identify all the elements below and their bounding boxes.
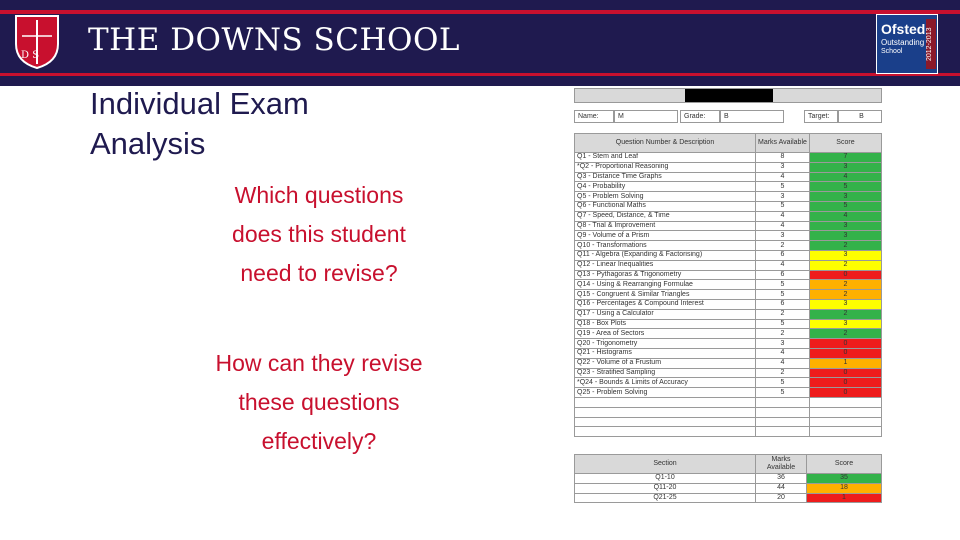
ofsted-line2: Outstanding [881, 38, 925, 47]
score-cell: 3 [809, 192, 881, 202]
marks-available: 4 [756, 260, 810, 270]
prompt2-line-3: effectively? [261, 428, 377, 454]
table-row [575, 211, 882, 221]
table-row [575, 299, 882, 309]
question-table [574, 133, 882, 437]
header-bottom-stripe [0, 73, 960, 76]
table-row [575, 378, 882, 388]
summary-score-header: Score [807, 455, 882, 474]
ofsted-line1: Ofsted [881, 21, 926, 37]
question-description: Q19 - Area of Sectors [575, 329, 756, 339]
exam-analysis-spreadsheet [574, 88, 882, 508]
prompt1-line-3: need to revise? [240, 260, 398, 286]
empty-cell [575, 397, 756, 407]
empty-cell [575, 417, 756, 427]
question-description: Q25 - Problem Solving [575, 388, 756, 398]
question-description: Q10 - Transformations [575, 241, 756, 251]
marks-available: 5 [756, 388, 810, 398]
score-cell: 2 [809, 241, 881, 251]
empty-cell [756, 397, 810, 407]
score-cell: 7 [809, 153, 881, 163]
title-line-1: Individual Exam [90, 86, 309, 121]
table-row [575, 162, 882, 172]
marks-available: 2 [756, 309, 810, 319]
question-description: Q20 - Trigonometry [575, 339, 756, 349]
marks-available: 5 [756, 319, 810, 329]
ofsted-line3: School [881, 48, 903, 55]
score-cell: 0 [809, 270, 881, 280]
marks-available: 5 [756, 280, 810, 290]
question-description: Q21 - Histograms [575, 348, 756, 358]
empty-cell [575, 407, 756, 417]
name-value: M [614, 110, 678, 123]
question-description: Q8 - Trial & Improvement [575, 221, 756, 231]
marks-available: 3 [756, 192, 810, 202]
score-cell: 2 [809, 290, 881, 300]
col-score-header: Score [809, 134, 881, 153]
empty-cell [809, 417, 881, 427]
score-cell: 0 [809, 378, 881, 388]
col-question-header: Question Number & Description [575, 134, 756, 153]
marks-available: 4 [756, 221, 810, 231]
summary-row [575, 483, 882, 493]
summary-header [575, 455, 882, 474]
summary-marks: 44 [756, 483, 807, 493]
marks-available: 4 [756, 172, 810, 182]
score-cell: 3 [809, 162, 881, 172]
score-cell: 0 [809, 388, 881, 398]
question-description: Q16 - Percentages & Compound Interest [575, 299, 756, 309]
empty-cell [809, 427, 881, 437]
summary-row [575, 493, 882, 503]
prompt-revise-how [178, 344, 460, 461]
summary-marks: 20 [756, 493, 807, 503]
slide-title [90, 84, 390, 164]
name-label: Name: [574, 110, 614, 123]
prompt2-line-2: these questions [238, 389, 400, 415]
marks-available: 5 [756, 290, 810, 300]
table-row [575, 260, 882, 270]
question-table-header [575, 134, 882, 153]
question-description: Q7 - Speed, Distance, & Time [575, 211, 756, 221]
table-row [575, 270, 882, 280]
table-row [575, 153, 882, 163]
question-description: *Q24 - Bounds & Limits of Accuracy [575, 378, 756, 388]
score-cell: 5 [809, 201, 881, 211]
table-row [575, 250, 882, 260]
table-row [575, 329, 882, 339]
marks-available: 5 [756, 201, 810, 211]
question-description: Q15 - Congruent & Similar Triangles [575, 290, 756, 300]
summary-section: Q21-25 [575, 493, 756, 503]
empty-cell [575, 427, 756, 437]
summary-score: 18 [807, 483, 882, 493]
table-row [575, 280, 882, 290]
redacted-block [685, 89, 773, 102]
table-row [575, 182, 882, 192]
summary-section-header: Section [575, 455, 756, 474]
table-row [575, 221, 882, 231]
score-cell: 3 [809, 231, 881, 241]
ofsted-logo [876, 14, 938, 74]
table-row [575, 192, 882, 202]
empty-row [575, 417, 882, 427]
question-description: Q4 - Probability [575, 182, 756, 192]
question-description: Q22 - Volume of a Frustum [575, 358, 756, 368]
question-description: Q1 - Stem and Leaf [575, 153, 756, 163]
table-row [575, 358, 882, 368]
table-row [575, 201, 882, 211]
score-cell: 2 [809, 260, 881, 270]
grade-label: Grade: [680, 110, 720, 123]
ofsted-years: 2012-2013 [926, 19, 936, 69]
target-value: B [838, 110, 882, 123]
table-row [575, 309, 882, 319]
table-row [575, 241, 882, 251]
score-cell: 3 [809, 221, 881, 231]
summary-row [575, 474, 882, 484]
score-cell: 1 [809, 358, 881, 368]
score-cell: 2 [809, 309, 881, 319]
table-row [575, 388, 882, 398]
header-top-stripe [0, 10, 960, 14]
summary-section: Q1-10 [575, 474, 756, 484]
question-description: Q18 - Box Plots [575, 319, 756, 329]
question-description: Q11 - Algebra (Expanding & Factorising) [575, 250, 756, 260]
score-cell: 5 [809, 182, 881, 192]
empty-cell [809, 407, 881, 417]
marks-available: 3 [756, 162, 810, 172]
question-description: Q9 - Volume of a Prism [575, 231, 756, 241]
marks-available: 5 [756, 378, 810, 388]
table-row [575, 368, 882, 378]
school-name: THE DOWNS SCHOOL [88, 22, 460, 58]
marks-available: 4 [756, 211, 810, 221]
empty-cell [756, 427, 810, 437]
question-description: Q3 - Distance Time Graphs [575, 172, 756, 182]
student-info-row [574, 110, 882, 123]
crest-letters: D S [21, 50, 40, 61]
section-summary-table [574, 454, 882, 503]
question-description: Q14 - Using & Rearranging Formulae [575, 280, 756, 290]
marks-available: 2 [756, 329, 810, 339]
table-row [575, 231, 882, 241]
empty-cell [756, 417, 810, 427]
question-description: Q12 - Linear Inequalities [575, 260, 756, 270]
score-cell: 4 [809, 211, 881, 221]
grade-value: B [720, 110, 784, 123]
empty-row [575, 407, 882, 417]
summary-rows [575, 474, 882, 503]
marks-available: 4 [756, 348, 810, 358]
empty-cell [756, 407, 810, 417]
marks-available: 6 [756, 299, 810, 309]
question-description: Q5 - Problem Solving [575, 192, 756, 202]
title-line-2: Analysis [90, 126, 206, 161]
empty-row [575, 397, 882, 407]
table-row [575, 339, 882, 349]
score-cell: 0 [809, 339, 881, 349]
question-description: *Q2 - Proportional Reasoning [575, 162, 756, 172]
question-description: Q23 - Stratified Sampling [575, 368, 756, 378]
score-cell: 3 [809, 299, 881, 309]
sheet-header-bar [574, 88, 882, 103]
col-marks-header: Marks Available [756, 134, 810, 153]
table-row [575, 348, 882, 358]
prompt-revise-which [190, 176, 448, 293]
summary-section: Q11-20 [575, 483, 756, 493]
marks-available: 8 [756, 153, 810, 163]
score-cell: 2 [809, 329, 881, 339]
prompt1-line-2: does this student [232, 221, 406, 247]
table-row [575, 290, 882, 300]
marks-available: 2 [756, 241, 810, 251]
marks-available: 2 [756, 368, 810, 378]
marks-available: 4 [756, 358, 810, 368]
summary-marks-header: Marks Available [756, 455, 807, 474]
school-crest-icon [14, 14, 60, 70]
marks-available: 6 [756, 250, 810, 260]
empty-row [575, 427, 882, 437]
target-label: Target: [804, 110, 838, 123]
score-cell: 0 [809, 348, 881, 358]
marks-available: 3 [756, 231, 810, 241]
table-row [575, 172, 882, 182]
prompt1-line-1: Which questions [234, 182, 404, 208]
score-cell: 4 [809, 172, 881, 182]
prompt2-line-1: How can they revise [215, 350, 423, 376]
summary-score: 1 [807, 493, 882, 503]
question-description: Q6 - Functional Maths [575, 201, 756, 211]
score-cell: 0 [809, 368, 881, 378]
score-cell: 2 [809, 280, 881, 290]
table-row [575, 319, 882, 329]
summary-marks: 36 [756, 474, 807, 484]
question-description: Q17 - Using a Calculator [575, 309, 756, 319]
header-bar [0, 0, 960, 86]
question-rows [575, 153, 882, 437]
marks-available: 6 [756, 270, 810, 280]
score-cell: 3 [809, 319, 881, 329]
empty-cell [809, 397, 881, 407]
score-cell: 3 [809, 250, 881, 260]
marks-available: 3 [756, 339, 810, 349]
summary-score: 35 [807, 474, 882, 484]
question-description: Q13 - Pythagoras & Trigonometry [575, 270, 756, 280]
marks-available: 5 [756, 182, 810, 192]
